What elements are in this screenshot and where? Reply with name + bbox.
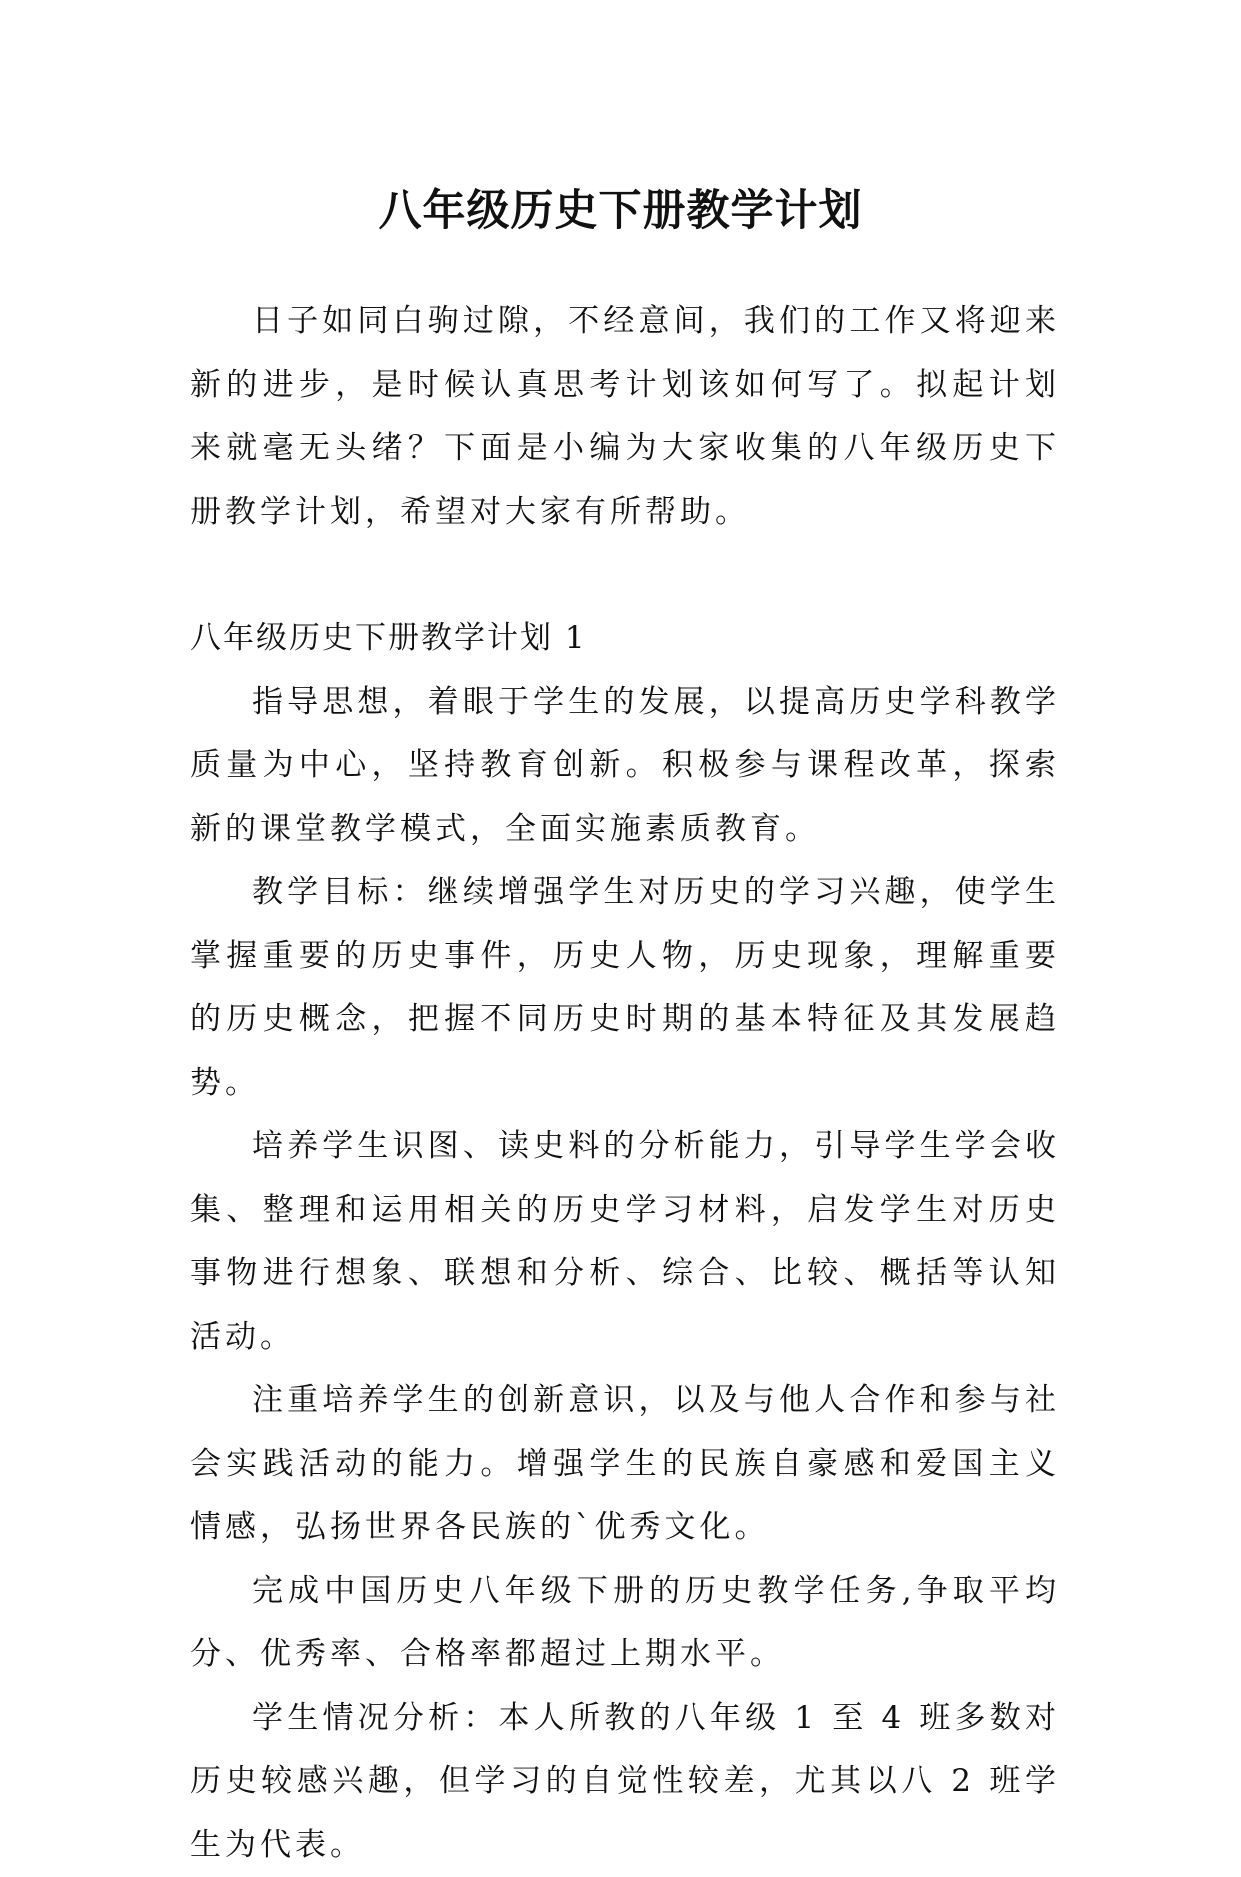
- section-heading: 八年级历史下册教学计划 1: [190, 607, 1060, 671]
- body-paragraph: 注重培养学生的创新意识，以及与他人合作和参与社会实践活动的能力。增强学生的民族自豪感和爱国主义情感，弘扬世界各民族的`优秀文化。: [190, 1369, 1060, 1560]
- document-body: [190, 290, 1060, 1877]
- body-paragraph: 学生情况分析：本人所教的八年级 1 至 4 班多数对历史较感兴趣，但学习的自觉性较差，尤其以八 2 班学生为代表。: [190, 1687, 1060, 1877]
- document-title: 八年级历史下册教学计划: [0, 181, 1241, 241]
- body-paragraph: 教学目标：继续增强学生对历史的学习兴趣，使学生掌握重要的历史事件，历史人物，历史现象，理解重要的历史概念，把握不同历史时期的基本特征及其发展趋势。: [190, 861, 1060, 1115]
- intro-paragraph: 日子如同白驹过隙，不经意间，我们的工作又将迎来新的进步，是时候认真思考计划该如何写了。拟起计划来就毫无头绪？下面是小编为大家收集的八年级历史下册教学计划，希望对大家有所帮助。: [190, 290, 1060, 544]
- body-paragraph: 培养学生识图、读史料的分析能力，引导学生学会收集、整理和运用相关的历史学习材料，启发学生对历史事物进行想象、联想和分析、综合、比较、概括等认知活动。: [190, 1115, 1060, 1369]
- body-paragraph: 指导思想，着眼于学生的发展，以提高历史学科教学质量为中心，坚持教育创新。积极参与课程改革，探索新的课堂教学模式，全面实施素质教育。: [190, 671, 1060, 862]
- body-paragraph: 完成中国历史八年级下册的历史教学任务,争取平均分、优秀率、合格率都超过上期水平。: [190, 1560, 1060, 1687]
